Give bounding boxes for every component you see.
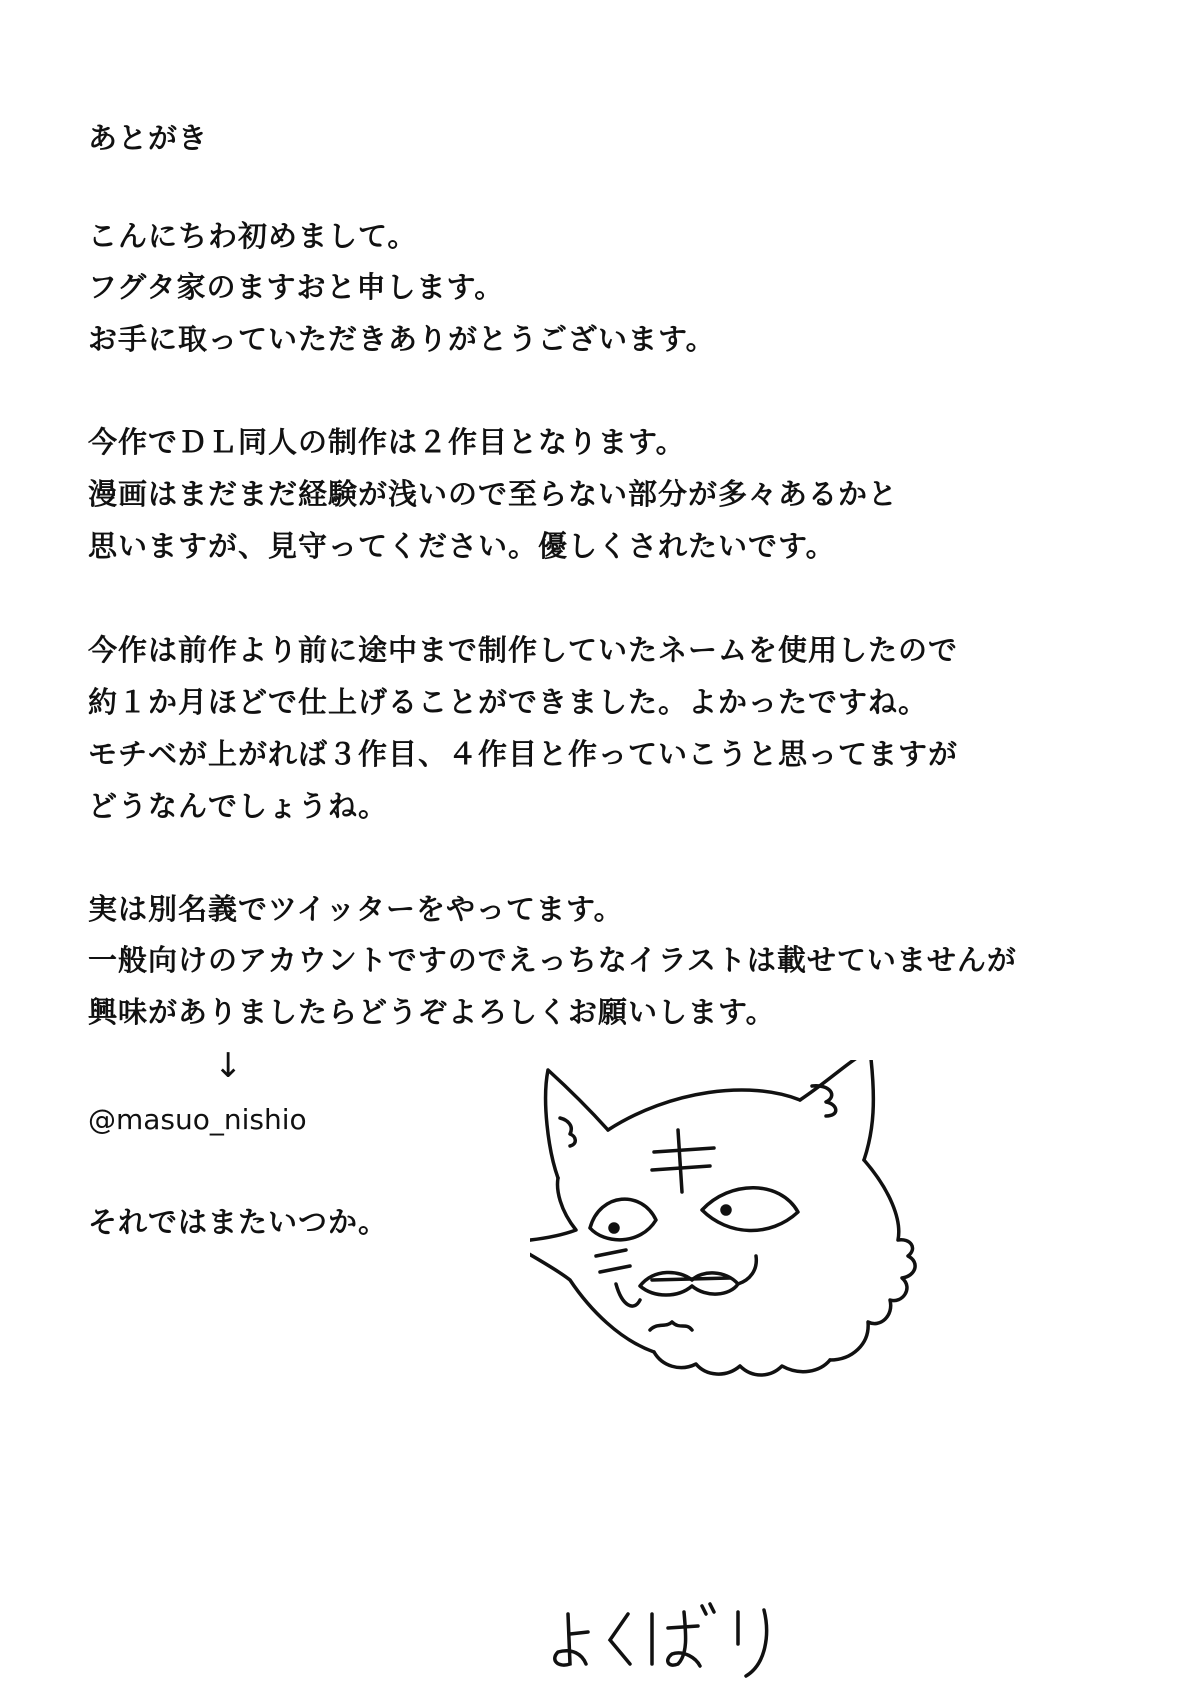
cat-right-eye (702, 1188, 798, 1231)
cat-left-pupil (610, 1224, 618, 1232)
cat-right-cheek (830, 1160, 915, 1360)
cat-mouth-line (652, 1278, 730, 1280)
cat-right-smile (738, 1256, 756, 1284)
paragraph-1-line-2: フグタ家のますおと申します。 (88, 270, 505, 304)
paragraph-2-line-3: 思いますが、見守ってください。優しくされたいです。 (88, 529, 836, 563)
caption-char-ri (738, 1610, 767, 1676)
cat-left-ear-inner (560, 1118, 575, 1146)
paragraph-2-line-2: 漫画はまだまだ経験が浅いので至らない部分が多々あるかと (88, 477, 899, 511)
paragraph-1-line-3: お手に取っていただきありがとうございます。 (88, 322, 716, 356)
twitter-handle: @masuo_nishio (88, 1103, 307, 1136)
forehead-mark-bar-2 (652, 1166, 710, 1170)
down-arrow-icon: ↓ (214, 1046, 243, 1086)
paragraph-3-line-1: 今作は前作より前に途中まで制作していたネームを使用したので (88, 633, 959, 667)
forehead-mark-vertical (678, 1130, 682, 1192)
forehead-mark-bar-1 (654, 1148, 714, 1152)
paragraph-4-line-3: 興味がありましたらどうぞよろしくお願いします。 (88, 995, 776, 1029)
paragraph-3-line-4: どうなんでしょうね。 (88, 789, 389, 823)
paragraph-3-line-3: モチベが上がれば３作目、４作目と作っていこうと思ってますが (88, 737, 959, 771)
cat-left-whisker-2 (600, 1266, 630, 1272)
caption-char-ku (610, 1614, 630, 1664)
cat-left-cheek (530, 1178, 654, 1352)
caption-char-ba (652, 1604, 714, 1666)
cat-mouth (640, 1272, 738, 1295)
closing-line: それではまたいつか。 (88, 1205, 389, 1239)
cat-right-pupil (722, 1206, 730, 1214)
cat-left-eye (590, 1199, 656, 1240)
cat-face-illustration (530, 1060, 1000, 1580)
cat-left-smile (616, 1284, 640, 1306)
paragraph-3-line-2: 約１か月ほどで仕上げることができました。よかったですね。 (88, 685, 929, 719)
paragraph-4-line-2: 一般向けのアカウントですのでえっちなイラストは載せていませんが (88, 943, 1017, 977)
page-heading: あとがき (88, 121, 209, 155)
caption-char-yo (555, 1614, 588, 1665)
cat-head-top (608, 1090, 800, 1130)
paragraph-1-line-1: こんにちわ初めまして。 (88, 219, 418, 253)
paragraph-4-line-1: 実は別名義でツイッターをやってます。 (88, 892, 624, 926)
cat-left-whisker-1 (596, 1250, 626, 1256)
drawing-caption (538, 1594, 798, 1684)
paragraph-2-line-1: 今作でＤＬ同人の制作は２作目となります。 (88, 425, 686, 459)
cat-left-ear (546, 1070, 608, 1178)
cat-chin-tuft (650, 1322, 692, 1330)
cat-chin (654, 1352, 830, 1375)
